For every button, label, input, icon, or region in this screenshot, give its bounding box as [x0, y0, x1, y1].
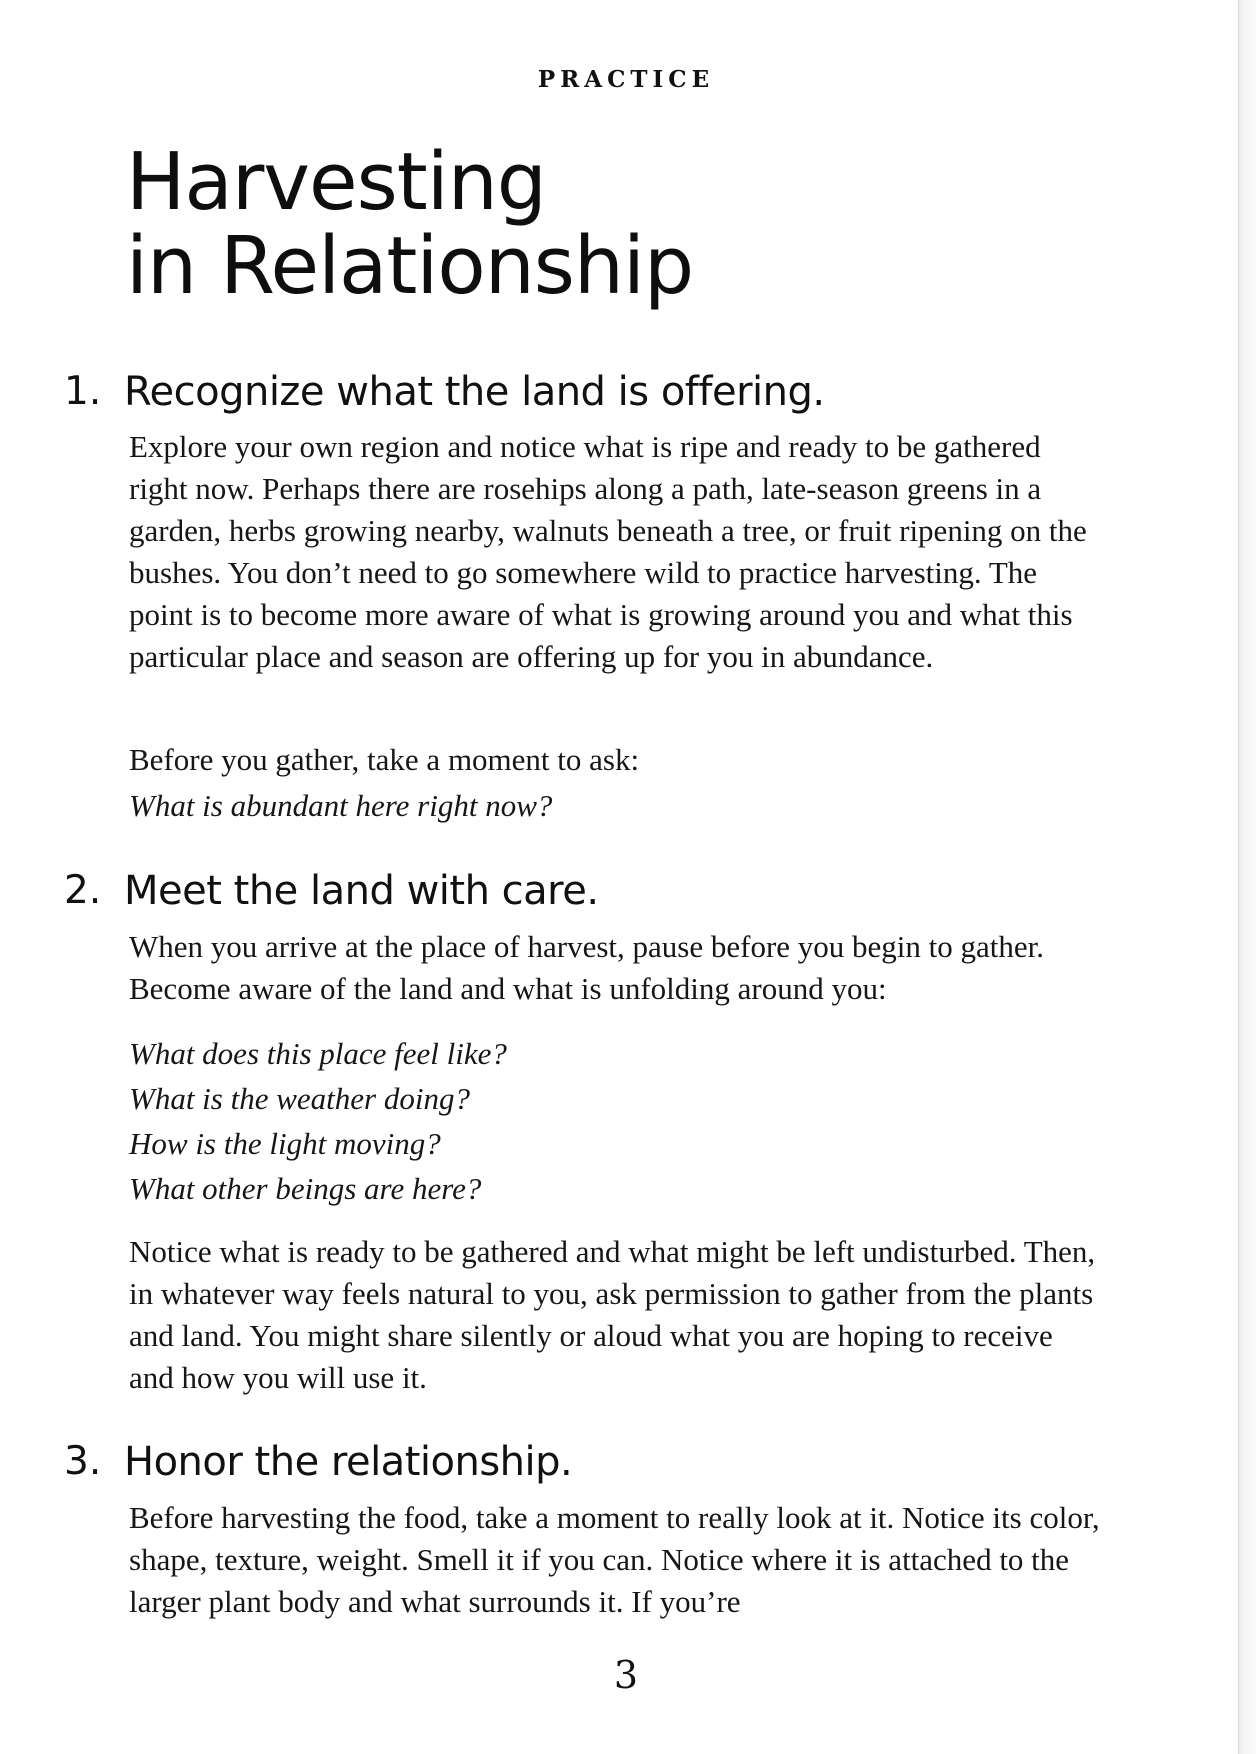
step-number: 2. — [64, 868, 102, 913]
question-line: What does this place feel like? — [129, 1036, 507, 1071]
step-number: 1. — [64, 369, 102, 414]
title-line-2: in Relationship — [126, 220, 694, 312]
step-2-paragraph: When you arrive at the place of harvest, pause before you begin to gather. Become aware of the land and what is unfolding around you: — [129, 929, 1044, 1006]
question-line: How is the light moving? — [129, 1126, 441, 1161]
step-2-questions — [129, 1031, 1104, 1211]
step-1-paragraph: Explore your own region and notice what is ripe and ready to be gathered right now. Perhaps there are rosehips along a path, late-season greens in a garden, herbs growing nearby, walnuts beneath a tree, or fruit ripening on the bushes. You don’t need to go somewhere wild to practice harvesting. The point is to become more aware of what is growing around you and what this particular place and season are offering up for you in abundance. — [129, 429, 1087, 674]
step-heading: Meet the land with care. — [124, 868, 599, 914]
step-heading: Recognize what the land is offering. — [124, 369, 825, 415]
step-number: 3. — [64, 1439, 102, 1484]
step-3-paragraph: Before harvesting the food, take a moment to really look at it. Notice its color, shape, texture, weight. Smell it if you can. Notice where it is attached to the larger plant body and what surrounds it. If you’re — [129, 1500, 1100, 1619]
step-2-paragraph-2: Notice what is ready to be gathered and what might be left undisturbed. Then, in whatever way feels natural to you, ask permission to gather from the plants and land. You might share silently or aloud what you are hoping to receive and how you will use it. — [129, 1234, 1096, 1395]
question-line: What other beings are here? — [129, 1171, 482, 1206]
page-title — [126, 136, 1026, 312]
page-edge — [1238, 0, 1256, 1754]
title-line-1: Harvesting — [126, 136, 546, 228]
section-kicker: PRACTICE — [537, 66, 715, 93]
question-line: What is the weather doing? — [129, 1081, 470, 1116]
step-1-question: What is abundant here right now? — [129, 788, 553, 823]
page-number: 3 — [613, 1653, 639, 1697]
step-heading: Honor the relationship. — [124, 1439, 573, 1485]
step-1-prompt: Before you gather, take a moment to ask: — [129, 742, 640, 777]
